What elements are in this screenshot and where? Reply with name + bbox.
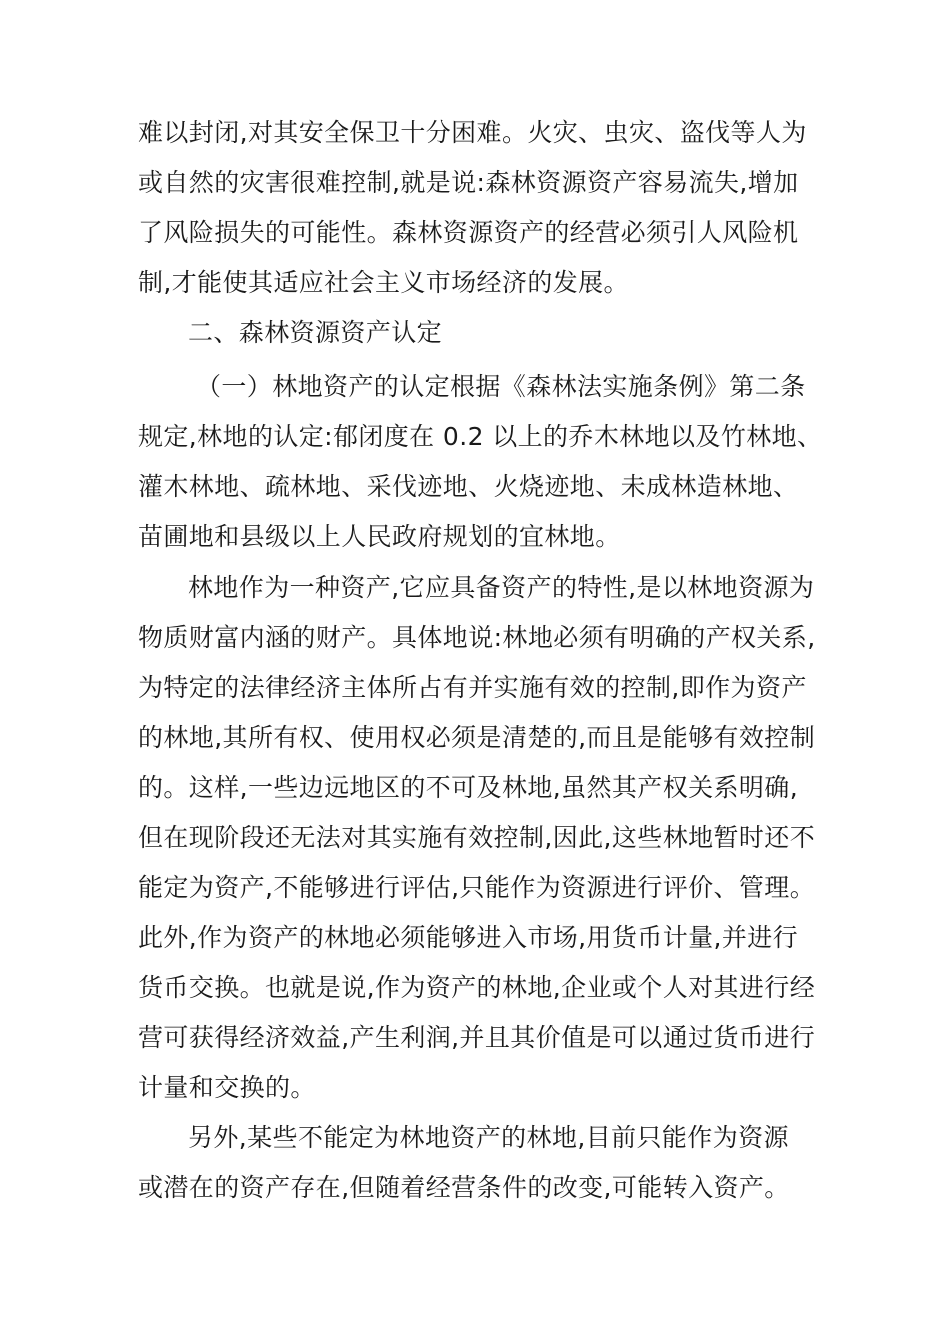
subsection-heading: （一）林地资产的认定根据《森林法实施条例》第二条 bbox=[196, 372, 806, 401]
text-line-7: 规定,林地的认定:郁闭度在 0.2 以上的乔木林地以及竹林地、 bbox=[138, 422, 823, 451]
text-line-3: 了风险损失的可能性。森林资源资产的经营必须引人风险机 bbox=[138, 218, 799, 247]
paragraph-start: 林地作为一种资产,它应具备资产的特性,是以林地资源为 bbox=[188, 573, 815, 602]
text-line-9: 苗圃地和县级以上人民政府规划的宜林地。 bbox=[138, 522, 621, 551]
text-line-18: 货币交换。也就是说,作为资产的林地,企业或个人对其进行经 bbox=[138, 973, 816, 1002]
text-line-2: 或自然的灾害很难控制,就是说:森林资源资产容易流失,增加 bbox=[138, 168, 799, 197]
text-line-16: 能定为资产,不能够进行评估,只能作为资源进行评价、管理。 bbox=[138, 873, 816, 902]
text-line-19: 营可获得经济效益,产生利润,并且其价值是可以通过货币进行 bbox=[138, 1023, 816, 1052]
paragraph-start: 另外,某些不能定为林地资产的林地,目前只能作为资源 bbox=[188, 1123, 789, 1152]
text-line-15: 但在现阶段还无法对其实施有效控制,因此,这些林地暂时还不 bbox=[138, 823, 816, 852]
text-line-12: 为特定的法律经济主体所占有并实施有效的控制,即作为资产 bbox=[138, 673, 807, 702]
text-line-1: 难以封闭,对其安全保卫十分困难。火灾、虫灾、盗伐等人为 bbox=[138, 118, 807, 147]
text-line-8: 灌木林地、疏林地、采伐迹地、火烧迹地、未成林造林地、 bbox=[138, 472, 799, 501]
section-heading: 二、森林资源资产认定 bbox=[188, 318, 443, 347]
text-line-11: 物质财富内涵的财产。具体地说:林地必须有明确的产权关系, bbox=[138, 623, 816, 652]
text-line-17: 此外,作为资产的林地必须能够进入市场,用货币计量,并进行 bbox=[138, 923, 799, 952]
text-line-22: 或潜在的资产存在,但随着经营条件的改变,可能转入资产。 bbox=[138, 1173, 790, 1202]
text-line-14: 的。这样,一些边远地区的不可及林地,虽然其产权关系明确, bbox=[138, 773, 799, 802]
text-line-20: 计量和交换的。 bbox=[138, 1073, 316, 1102]
text-line-4: 制,才能使其适应社会主义市场经济的发展。 bbox=[138, 268, 629, 297]
text-line-13: 的林地,其所有权、使用权必须是清楚的,而且是能够有效控制 bbox=[138, 723, 816, 752]
